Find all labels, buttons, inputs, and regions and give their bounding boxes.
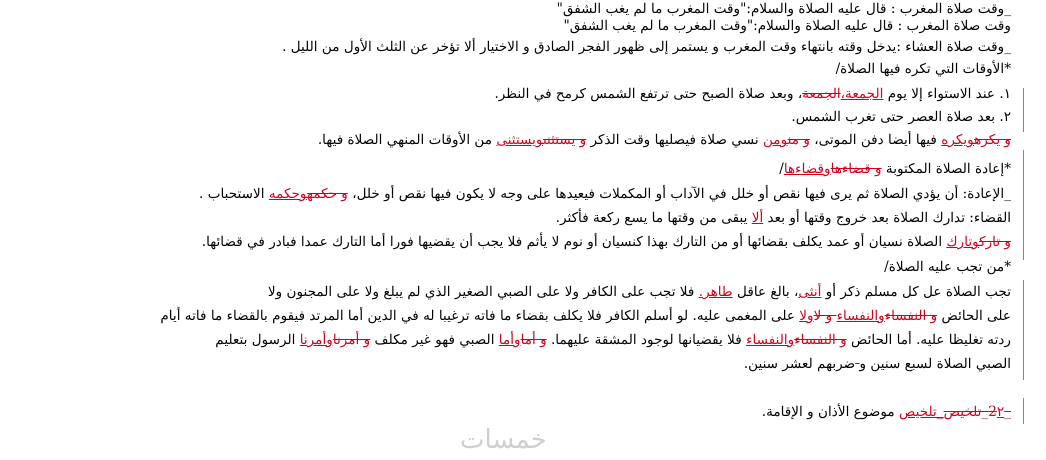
text-line: و يكرهويكره فيها أيضا دفن الموتى، و منومن نسي صلاة فيصليها وقت الذكر و يستثنىويستثنى من الأوقات المنهي الصلاة فيها. (317, 132, 1011, 148)
text-line: _وقت صلاة العشاء :يدخل وقته بانتهاء وقت المغرب و يستمر إلى ظهور الفجر الصادق و الاختيار ألا تؤخر عن الثلث الأول من الليل . (282, 39, 1011, 55)
text-line: الصبي الصلاة لسبع سنين و ضربهم لعشر سنين. (743, 356, 1011, 372)
text-line: ردته تغليظا عليه. أما الحائض و النفساءوالنفساء فلا يقضيانها لوجود المشقة عليهما. و أماوأما الصبي فهو غير مكلف و أمرناوأمرنا الرسول بتعليم (215, 332, 1011, 348)
text-line: تجب الصلاة عل كل مسلم ذكر أو أنثى، بالغ عاقل طاهر. فلا تجب على الكافر ولا على الصبي الصغير الذي لم يبلغ ولا على المجنون ولا (267, 284, 1011, 300)
text-line: وقت صلاة المغرب : قال عليه الصلاة والسلام:"وقت المغرب ما لم يغب الشفق" (563, 18, 1011, 34)
change-bar (1023, 150, 1024, 260)
text-line: _2٢_تلخيص_تلخيص موضوع الأذان و الإقامة. (761, 404, 1011, 420)
section-heading: *الأوقات التي تكره فيها الصلاة/ (835, 61, 1011, 77)
watermark-logo: خمسات (460, 425, 547, 455)
change-bar (1023, 88, 1024, 132)
change-bar (1023, 280, 1024, 380)
text-line: على الحائض و النفساءوالنفساء و لاولا على المغمى عليه. لو أسلم الكافر فلا يكلف بقضاء ما فاته ترغيبا له في الدين أما المرتد فيقوم بالقضاء ما فاته أيام (160, 308, 1011, 324)
section-heading: *من تجب عليه الصلاة/ (884, 259, 1011, 275)
section-heading: *إعادة الصلاة المكتوبة و قضاءهاوقضاءها/ (779, 161, 1011, 177)
text-line: و تاركوتارك الصلاة نسيان أو عمد يكلف بقضائها أو من التارك بهذا كنسيان أو نوم لا يأثم فلا يجب أن يقضيها فورا أما التارك عمدا فبادر في قضائها. (201, 234, 1011, 250)
text-line: القضاء: تدارك الصلاة بعد خروج وقتها أو بعد ألا يبقى من وقتها ما يسع ركعة فأكثر. (555, 210, 1011, 226)
text-line: ١. عند الاستواء إلا يوم الجمعة،الجمعة، وبعد صلاة الصبح حتى ترتفع الشمس كرمح في النظر. (494, 86, 1011, 102)
change-bar (1023, 398, 1024, 424)
text-line: _وقت صلاة المغرب : قال عليه الصلاة والسلام:"وقت المغرب ما لم يغب الشفق" (556, 1, 1011, 17)
text-line: _الإعادة: أن يؤدي الصلاة ثم يرى فيها نقص أو خلل في الآداب أو المكملات فيعيدها على وجه لا يكون فيها نقص أو خلل، و حكمهوحكمه الاستحباب . (199, 186, 1011, 202)
text-line: ٢. بعد صلاة العصر حتى تغرب الشمس. (791, 109, 1011, 125)
